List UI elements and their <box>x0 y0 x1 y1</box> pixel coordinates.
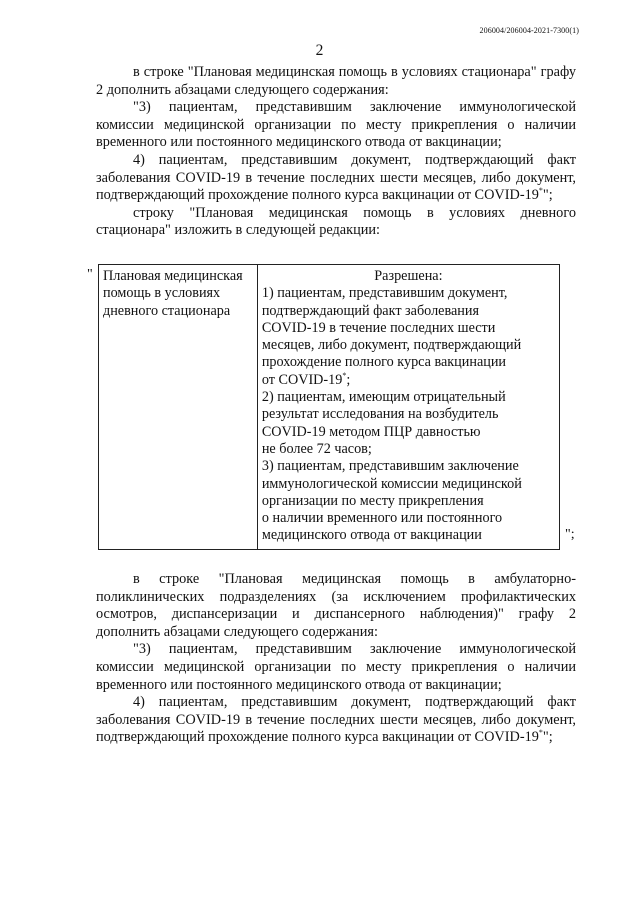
paragraph-outpatient-intro: в строке "Плановая медицинская помощь в амбулаторно-поликлинических подразделениях (за исключением профилактических осмотров, диспансеризации и диспансерного наблюдения)" графу 2 дополнить абзацами следующего содержания: <box>96 571 576 640</box>
footnote-marker: * <box>538 186 543 196</box>
status-title: Разрешена: <box>374 268 443 284</box>
condition-line: не более 72 часов; <box>261 440 372 457</box>
footnote-marker: * <box>342 370 347 380</box>
status-cell <box>257 265 559 550</box>
amendment-block-top <box>96 64 576 240</box>
paragraph-item-4-text: 4) пациентам, представившим документ, подтверждающий факт заболевания COVID-19 в течение последних шести месяцев, либо документ, подтверждающий прохождение полного курса вакцинации от COVID-19 <box>96 694 576 746</box>
day-hospital-table <box>98 264 560 550</box>
paragraph-item-4-tail: "; <box>542 187 553 204</box>
condition-line: о наличии временного или постоянного <box>261 510 503 527</box>
table-quote-close: "; <box>565 527 575 542</box>
paragraph-item-3: "3) пациентам, представившим заключение иммунологической комиссии медицинской организации по месту прикрепления о наличии временного или постоянного медицинского отвода от вакцинации; <box>96 99 576 151</box>
paragraph-item-4 <box>96 694 576 747</box>
condition-line: организации по месту прикрепления <box>261 492 484 509</box>
table-row <box>99 265 560 550</box>
condition-text: от COVID-19 <box>261 371 343 388</box>
condition-line: иммунологической комиссии медицинской <box>261 475 522 492</box>
condition-line: месяцев, либо документ, подтверждающий <box>261 337 522 354</box>
condition-line: COVID-19 в течение последних шести <box>261 319 496 336</box>
paragraph-item-4-tail: "; <box>542 729 553 746</box>
condition-line: 1) пациентам, представившим документ, <box>261 285 508 302</box>
paragraph-item-4-text: 4) пациентам, представившим документ, подтверждающий факт заболевания COVID-19 в течение последних шести месяцев, либо документ, подтверждающий прохождение полного курса вакцинации от COVID-19 <box>96 151 576 204</box>
service-name-line: Плановая медицинская <box>103 268 243 284</box>
footnote-marker: * <box>538 728 543 738</box>
page-number: 2 <box>315 42 324 59</box>
condition-tail: ; <box>346 371 351 388</box>
condition-line: 3) пациентам, представившим заключение <box>261 458 519 475</box>
service-name-line: дневного стационара <box>103 302 231 319</box>
condition-line: COVID-19 методом ПЦР давностью <box>261 423 481 440</box>
paragraph-item-4 <box>96 152 576 205</box>
condition-line: результат исследования на возбудитель <box>261 406 499 423</box>
condition-line <box>262 372 555 389</box>
document-id: 206004/206004-2021-7300(1) <box>479 26 579 35</box>
condition-line: подтверждающий факт заболевания <box>261 302 479 319</box>
condition-line: медицинского отвода от вакцинации <box>261 527 482 544</box>
paragraph-item-3: "3) пациентам, представившим заключение иммунологической комиссии медицинской организации по месту прикрепления о наличии временного или постоянного медицинского отвода от вакцинации; <box>96 641 576 693</box>
condition-line: прохождение полного курса вакцинации <box>261 354 507 371</box>
paragraph-day-hospital-intro: строку "Плановая медицинская помощь в условиях дневного стационара" изложить в следующей редакции: <box>96 204 576 239</box>
service-name-line: помощь в условиях <box>103 285 221 302</box>
table-quote-open: " <box>87 267 93 282</box>
paragraph-inpatient-intro: в строке "Плановая медицинская помощь в условиях стационара" графу 2 дополнить абзацами следующего содержания: <box>96 64 576 98</box>
service-name-cell <box>99 265 258 550</box>
amendment-block-bottom <box>96 571 576 747</box>
condition-line: 2) пациентам, имеющим отрицательный <box>261 389 506 406</box>
